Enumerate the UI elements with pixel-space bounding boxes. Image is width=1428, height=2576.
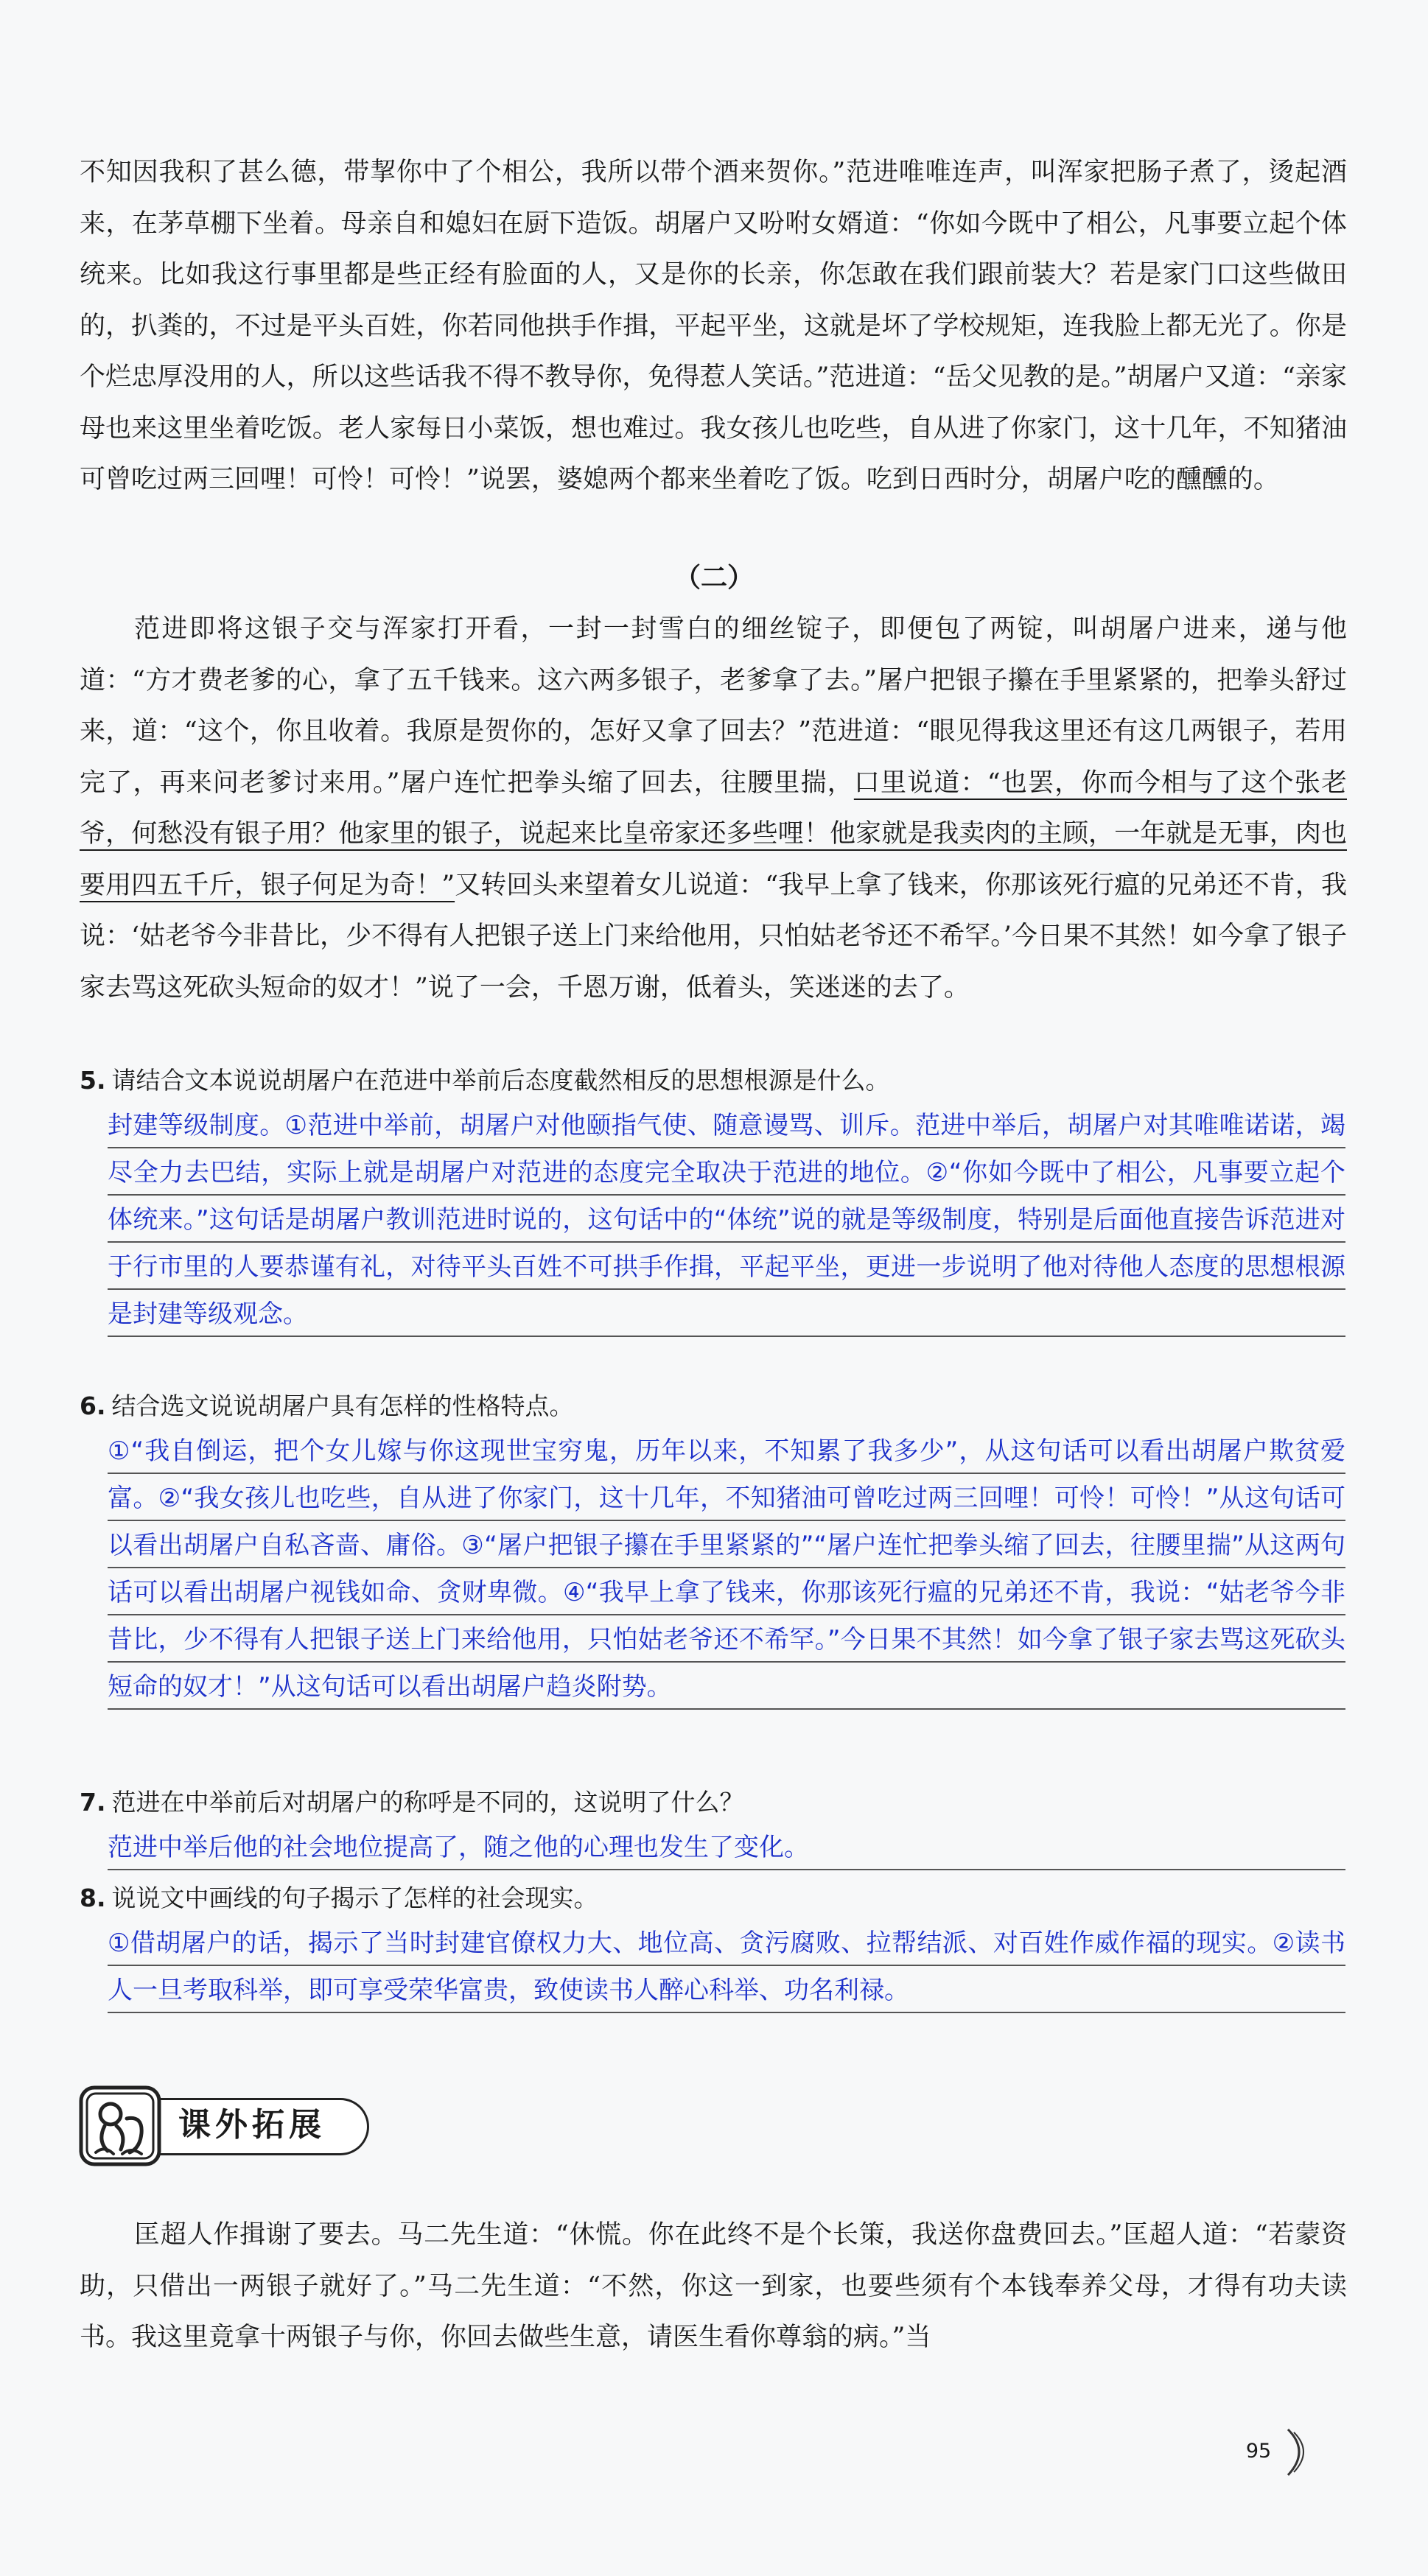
handwritten-answer: 范进中举后他的社会地位提高了，随之他的心理也发生了变化。 xyxy=(108,1824,1345,1871)
question-stem xyxy=(80,1781,1354,1824)
question-stem xyxy=(80,1059,1354,1102)
extension-banner xyxy=(75,2082,385,2170)
page-number: 95 xyxy=(1245,2440,1272,2463)
passage-text: 又转回头来望着女儿说道：“我早上拿了钱来，你那该死行瘟的兄弟还不肯，我说：‘姑老爷今非昔比，少不得有人把银子送上门来给他用，只怕姑老爷还不希罕。’今日果不其然！如今拿了银子家去骂这死砍头短命的奴才！”说了一会，千恩万谢，低着头，笑迷迷的去了。 xyxy=(80,870,1347,1003)
passage-part-two xyxy=(80,604,1347,1014)
question-8 xyxy=(80,1877,1354,2014)
monkey-seal-icon xyxy=(75,2082,165,2170)
section-heading: （二） xyxy=(673,562,754,593)
question-5 xyxy=(80,1059,1354,1338)
question-text: 请结合文本说说胡屠户在范进中举前后态度截然相反的思想根源是什么。 xyxy=(111,1066,890,1095)
question-text: 结合选文说说胡屠户具有怎样的性格特点。 xyxy=(111,1391,574,1420)
question-text: 说说文中画线的句子揭示了怎样的社会现实。 xyxy=(111,1884,598,1912)
question-number: 7. xyxy=(80,1788,106,1817)
passage-paragraph: 匡超人作揖谢了要去。马二先生道：“休慌。你在此终不是个长策，我送你盘费回去。”匡超人道：“若蒙资助，只借出一两银子就好了。”马二先生道：“不然，你这一到家，也要些须有个本钱奉养父母，才得有功夫读书。我这里竟拿十两银子与你，你回去做些生意，请医生看你尊翁的病。”当 xyxy=(80,2220,1347,2352)
question-stem xyxy=(80,1385,1354,1428)
passage-text: 范进即将这银子交与浑家打开看，一封一封雪白的细丝锭子，即便包了两锭，叫胡屠户进来，递与他道：“方才费老爹的心，拿了五千钱来。这六两多银子，老爹拿了去。”屠户把银子攥在手里紧紧的，把拳头舒过来，道：“这个，你且收着。我原是贺你的，怎好又拿了回去？”范进道：“眼见得我这里还有这几两银子，若用完了，再来问老爹讨来用。”屠户连忙把拳头缩了回去，往腰里揣， xyxy=(80,614,1347,798)
handwritten-answer: ①“我自倒运，把个女儿嫁与你这现世宝穷鬼，历年以来，不知累了我多少”，从这句话可以看出胡屠户欺贫爱富。②“我女孩儿也吃些，自从进了你家门，这十几年，不知猪油可曾吃过两三回哩！可怜！可怜！”从这句话可以看出胡屠户自私吝啬、庸俗。③“屠户把银子攥在手里紧紧的”“屠户连忙把拳头缩了回去，往腰里揣”从这两句话可以看出胡屠户视钱如命、贪财卑微。④“我早上拿了钱来，你那该死行瘟的兄弟还不肯，我说：“姑老爷今非昔比，少不得有人把银子送上门来给他用，只怕姑老爷还不希罕。”今日果不其然！如今拿了银子家去骂这死砍头短命的奴才！”从这句话可以看出胡屠户趋炎附势。 xyxy=(108,1428,1345,1710)
question-7 xyxy=(80,1781,1354,1871)
passage-part-one xyxy=(80,147,1347,506)
handwritten-answer: ①借胡屠户的话，揭示了当时封建官僚权力大、地位高、贪污腐败、拉帮结派、对百姓作威作福的现实。②读书人一旦考取科举，即可享受荣华富贵，致使读书人醉心科举、功名利禄。 xyxy=(108,1920,1345,2014)
underlined-sentence: 口里说道：“也罢，你而今相与了这个张老爷，何愁没有银子用？他家里的银子，说起来比皇帝家还多些哩！他家就是我卖肉的主顾，一年就是无事，肉也要用四五千斤，银子何足为奇！” xyxy=(80,768,1347,900)
passage-paragraph xyxy=(80,604,1347,1014)
passage-paragraph: 不知因我积了甚么德，带挈你中了个相公，我所以带个酒来贺你。”范进唯唯连声，叫浑家把肠子煮了，烫起酒来，在茅草棚下坐着。母亲自和媳妇在厨下造饭。胡屠户又吩咐女婿道：“你如今既中了相公，凡事要立起个体统来。比如我这行事里都是些正经有脸面的人，又是你的长亲，你怎敢在我们跟前装大？若是家门口这些做田的，扒粪的，不过是平头百姓，你若同他拱手作揖，平起平坐，这就是坏了学校规矩，连我脸上都无光了。你是个烂忠厚没用的人，所以这些话我不得不教导你，免得惹人笑话。”范进道：“岳父见教的是。”胡屠户又道：“亲家母也来这里坐着吃饭。老人家每日小菜饭，想也难过。我女孩儿也吃些，自从进了你家门，这十几年，不知猪油可曾吃过两三回哩！可怜！可怜！”说罢，婆媳两个都来坐着吃了饭。吃到日西时分，胡屠户吃的醺醺的。 xyxy=(80,158,1347,494)
handwritten-answer: 封建等级制度。①范进中举前，胡屠户对他颐指气使、随意谩骂、训斥。范进中举后，胡屠户对其唯唯诺诺，竭尽全力去巴结，实际上就是胡屠户对范进的态度完全取决于范进的地位。②“你如今既中了相公，凡事要立起个体统来。”这句话是胡屠户教训范进时说的，这句话中的“体统”说的就是等级制度，特别是后面他直接告诉范进对于行市里的人要恭谨有礼，对待平头百姓不可拱手作揖，平起平坐，更进一步说明了他对待他人态度的思想根源是封建等级观念。 xyxy=(108,1102,1345,1338)
question-stem xyxy=(80,1877,1354,1920)
question-number: 5. xyxy=(80,1066,106,1095)
question-text: 范进在中举前后对胡屠户的称呼是不同的，这说明了什么？ xyxy=(111,1788,744,1817)
question-6 xyxy=(80,1385,1354,1710)
question-number: 6. xyxy=(80,1391,106,1420)
question-number: 8. xyxy=(80,1884,106,1912)
banner-title: 课外拓展 xyxy=(178,2106,326,2144)
extension-passage xyxy=(80,2210,1347,2364)
